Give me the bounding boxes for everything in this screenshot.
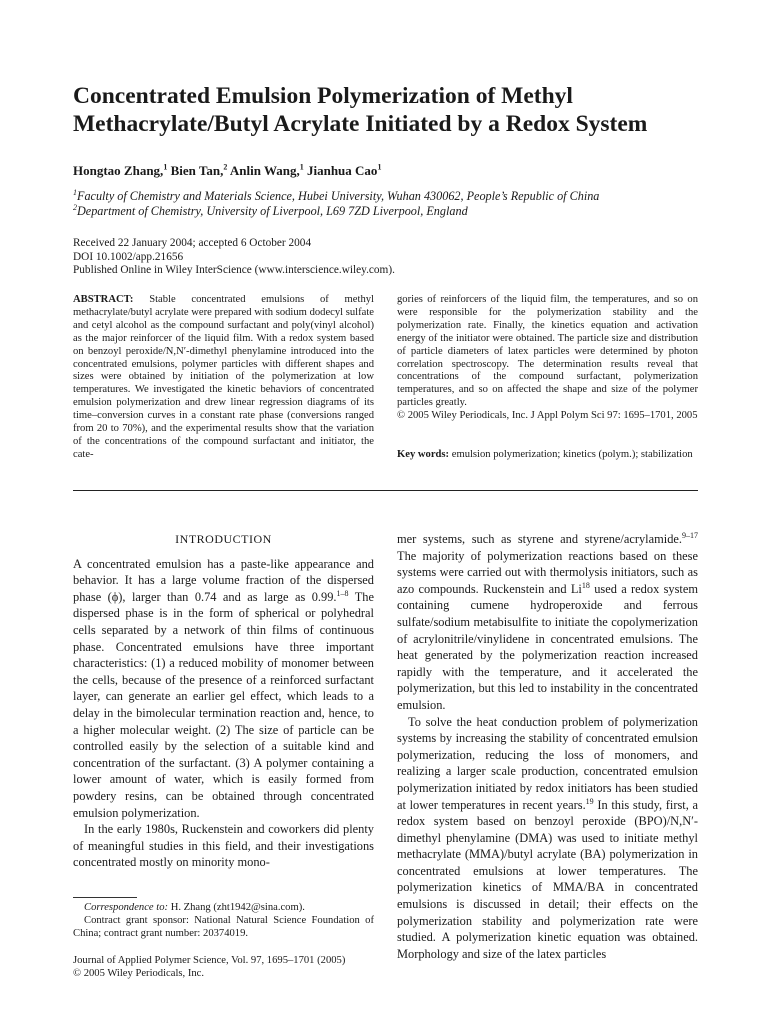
abstract-copyright: © 2005 Wiley Periodicals, Inc. J Appl Polym Sci 97: 1695–1701, 2005 (397, 410, 698, 422)
author: Anlin Wang,$^1$ (229, 162, 304, 178)
author: Jianhua Cao$^1$ (306, 162, 382, 178)
publication-history (73, 237, 713, 278)
author: Bien Tan,$^2$ (170, 162, 228, 178)
keywords-text: emulsion polymerization; kinetics (polym.); stabilization (451, 449, 693, 460)
section-heading: INTRODUCTION (175, 532, 272, 546)
grant-note: Contract grant sponsor: National Natural Science Foundation of China; contract grant number: 20374019. (73, 915, 374, 939)
affiliation: $^1$Faculty of Chemistry and Materials Science, Hubei University, Wuhan 430062, People’s Republic of China (73, 187, 600, 203)
citation: 1–8 (336, 588, 349, 598)
received-dates: Received 22 January 2004; accepted 6 October 2004 (73, 237, 312, 249)
citation: 9–17 (682, 530, 698, 540)
citation: 18 (581, 580, 590, 590)
paper-title: Concentrated Emulsion Polymerization of Methyl Methacrylate/Butyl Acrylate Initiated by a Redox System (73, 83, 648, 137)
published-online: Published Online in Wiley InterScience (www.interscience.wiley.com). (73, 264, 395, 276)
journal-line: Journal of Applied Polymer Science, Vol. 97, 1695–1701 (2005) (73, 955, 346, 966)
body-paragraph: In the early 1980s, Ruckenstein and coworkers did plenty of meaningful studies in this field, and their investigations concentrated mostly on minority mono- (73, 822, 374, 870)
abstract-part-1 (73, 294, 374, 462)
body-paragraph: A concentrated emulsion has a paste-like appearance and behavior. It has a large volume fraction of the dispersed phase (ϕ), larger than 0.74 and as large as 0.99.$^{1-8}$ The dispersed phase is in the form of spherical or polyhedral cells separated by a network of thin films of continuous phase. Concentrated emulsions have three important characteristics: (1) a reduced mobility of monomer between the cells, because of the presence of a reinforced surfactant layer, can generate an earlier gel effect, which leads to a delay in the bimolecular termination reaction and, hence, to a higher molecular weight. (2) The size of particle can be controlled easily by the selection of a suitable kind and concentration of the surfactant. (3) A polymer containing a lower amount of water, which is easily formed from powdery resins, can be obtained through concentrated emulsion polymerization. (73, 556, 375, 820)
author-list (73, 163, 713, 179)
affiliation: $^2$Department of Chemistry, University of Liverpool, L69 7ZD Liverpool, England (73, 202, 468, 218)
footnotes (73, 901, 374, 940)
citation: 19 (585, 796, 594, 806)
footnote-divider (73, 897, 137, 898)
keywords-label: Key words: (397, 449, 450, 460)
doi: DOI 10.1002/app.21656 (73, 250, 184, 263)
abstract-part-2 (397, 294, 698, 423)
abstract-text: Stable concentrated emulsions of methyl methacrylate/butyl acrylate were prepared with sodium dodecyl sulfate and cetyl alcohol as the compound surfactant and poly(vinyl alcohol) as the major reinforcer of the liquid film. With a redox system based on benzoyl peroxide/N,N′-dimethyl phenylamine introduced into the concentrated emulsions, polymer particles with different shapes and sizes were obtained by initiation of the polymerization at low temperatures. We investigated the kinetic behaviors of concentrated emulsion polymerization and drew linear regression diagrams of its time–conversion curves in a constant rate phase (conversions ranged from 20 to 70%), and the experimental results show that the variation of the concentrations of the compound surfactant and initiator, the cate- (73, 294, 374, 460)
body-paragraph: mer systems, such as styrene and styrene/acrylamide.$^{9-17}$ The majority of polymerization reactions based on these systems were carried out with thermolysis initiators, such as azo compounds. Ruckenstein and Li$^{18}$ used a redox system containing cumene hydroperoxide and ferrous sulfate/sodium metabisulfite to initiate the copolymerization of acrylonitrile/vinylidene in concentrated emulsions. The heat generated by the polymerization reaction increased rapidly with the temperature, and it accelerated the polymerization, but this led to instability in the concentrated emulsion. (397, 530, 699, 712)
journal-copyright: © 2005 Wiley Periodicals, Inc. (73, 968, 204, 979)
keywords (397, 448, 698, 461)
correspondence-note: Correspondence to: H. Zhang (zht1942@sina.com). (84, 902, 305, 913)
journal-citation (73, 954, 374, 980)
author: Hongtao Zhang,$^1$ (73, 162, 168, 178)
body-paragraph: To solve the heat conduction problem of polymerization systems by increasing the stability of concentrated emulsion polymerization, reducing the loss of monomers, and realizing a larger scale production, concentrated emulsion polymerization initiated by redox initiators has been studied at lower temperatures in recent years.$^{19}$ In this study, first, a redox system based on benzoyl peroxide (BPO)/N,N′-dimethyl phenylamine (DMA) was used to initiate methyl methacrylate (MMA)/butyl acrylate (BA) polymerization in concentrated emulsions at lower temperatures. The polymerization kinetics of MMA/BA in concentrated emulsions is discussed in detail; their effects on the polymerization stability and polymerization rate were studied. A polymerization kinetic equation was obtained. Morphology and size of the latex particles (397, 714, 698, 961)
abstract-label: ABSTRACT: (73, 294, 134, 305)
body-column-right (397, 531, 698, 962)
section-divider (73, 490, 698, 491)
abstract-text: gories of reinforcers of the liquid film, the temperatures, and so on were responsible for the polymerization stability and the polymerization rate. Finally, the kinetics equation and activation energy of the initiator were obtained. The particle size and distribution of particle diameters of latex particles were determined by photon correlation spectroscopy. The determination results reveal that concentrations of the compound surfactant, polymerization temperatures, and so on affected the shape and size of the polymer particles greatly. (397, 294, 698, 409)
body-column-left (73, 531, 374, 871)
affiliations (73, 189, 733, 219)
